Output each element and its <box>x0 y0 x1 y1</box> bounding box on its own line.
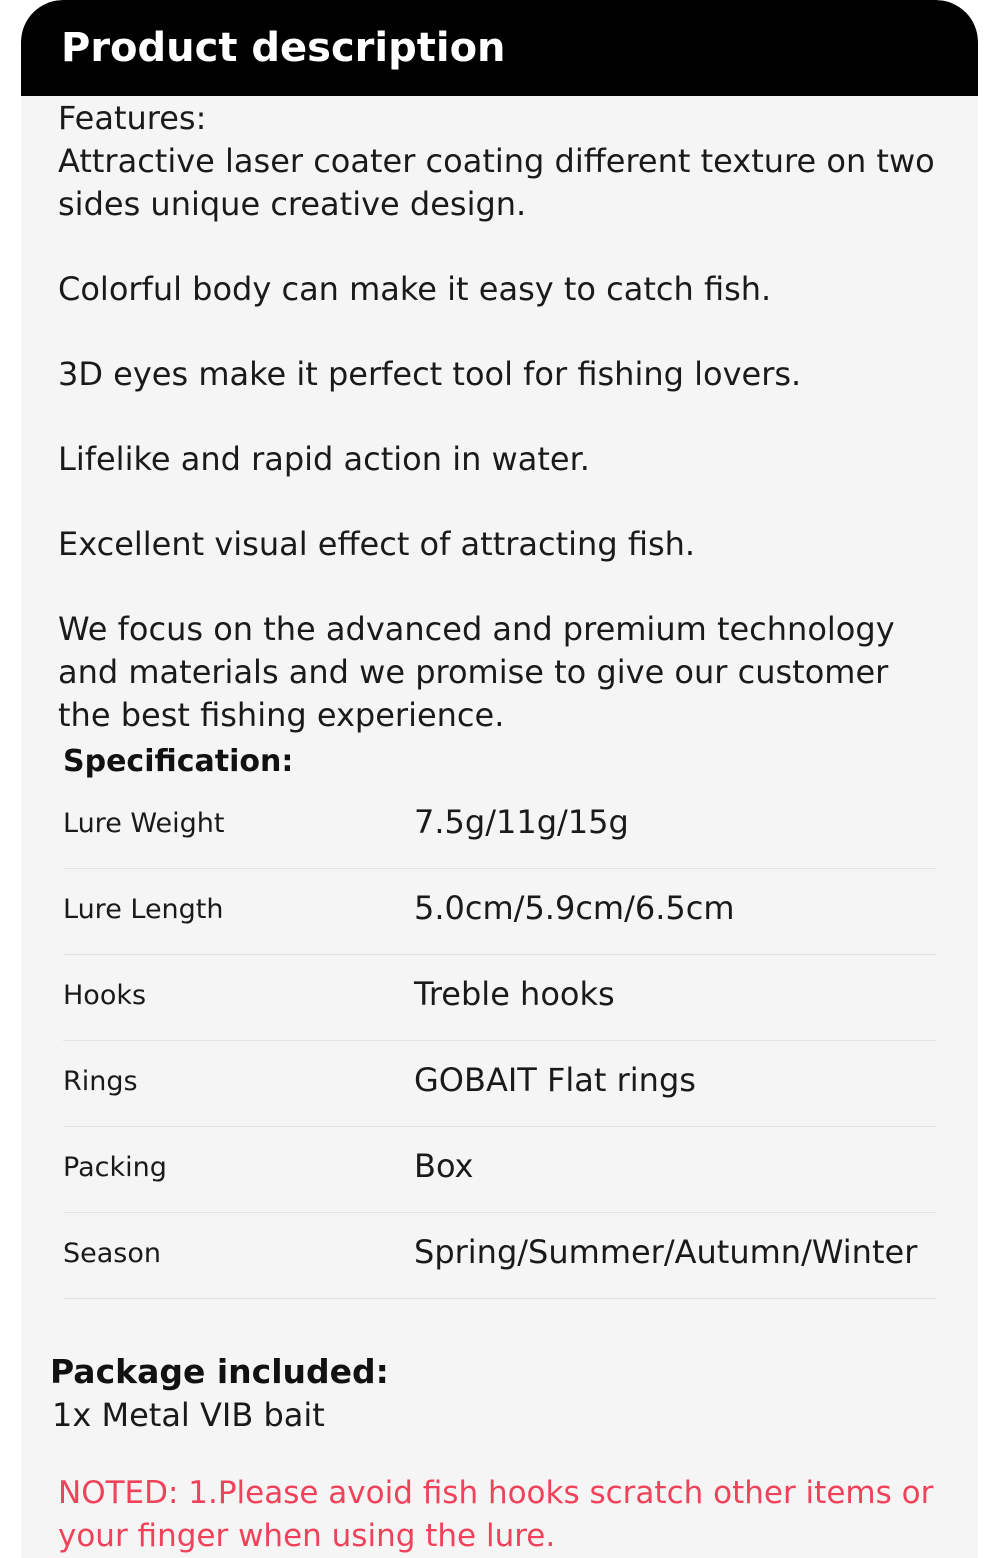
feature-paragraph: Excellent visual effect of attracting fish. <box>58 525 696 563</box>
spec-label: Packing <box>63 1152 167 1183</box>
page-title: Product description <box>61 25 506 71</box>
feature-paragraph: Lifelike and rapid action in water. <box>58 440 590 478</box>
spec-row <box>63 1127 936 1213</box>
spec-row <box>63 1213 936 1299</box>
spec-label: Hooks <box>63 980 147 1011</box>
spec-label: Lure Length <box>63 894 224 925</box>
spec-row <box>63 955 936 1041</box>
feature-paragraph: Attractive laser coater coating different texture on two sides unique creative design. <box>58 142 935 223</box>
spec-value: 5.0cm/5.9cm/6.5cm <box>414 889 735 927</box>
spec-row <box>63 783 936 869</box>
specification-heading: Specification: <box>63 744 294 779</box>
warning-note: NOTED: 1.Please avoid fish hooks scratch other items or your finger when using the lure. <box>58 1475 934 1554</box>
specification-table <box>63 783 936 1299</box>
spec-value: Box <box>414 1147 474 1185</box>
spec-label: Rings <box>63 1066 138 1097</box>
feature-paragraph: We focus on the advanced and premium technology and materials and we promise to give our customer the best fishing experience. <box>58 610 895 734</box>
features-heading: Features: <box>58 99 207 137</box>
feature-paragraph: Colorful body can make it easy to catch fish. <box>58 270 772 308</box>
spec-value: Spring/Summer/Autumn/Winter <box>414 1233 918 1271</box>
spec-label: Lure Weight <box>63 808 225 839</box>
spec-value: Treble hooks <box>414 975 615 1013</box>
spec-label: Season <box>63 1238 161 1269</box>
feature-paragraph: 3D eyes make it perfect tool for fishing lovers. <box>58 355 802 393</box>
spec-row <box>63 1041 936 1127</box>
features-section <box>58 97 938 737</box>
package-item: 1x Metal VIB bait <box>52 1396 325 1434</box>
spec-value: GOBAIT Flat rings <box>414 1061 696 1099</box>
header-bar <box>21 0 978 96</box>
product-description-card <box>21 0 978 1558</box>
spec-value: 7.5g/11g/15g <box>414 803 629 841</box>
spec-row <box>63 869 936 955</box>
package-heading: Package included: <box>50 1352 389 1391</box>
